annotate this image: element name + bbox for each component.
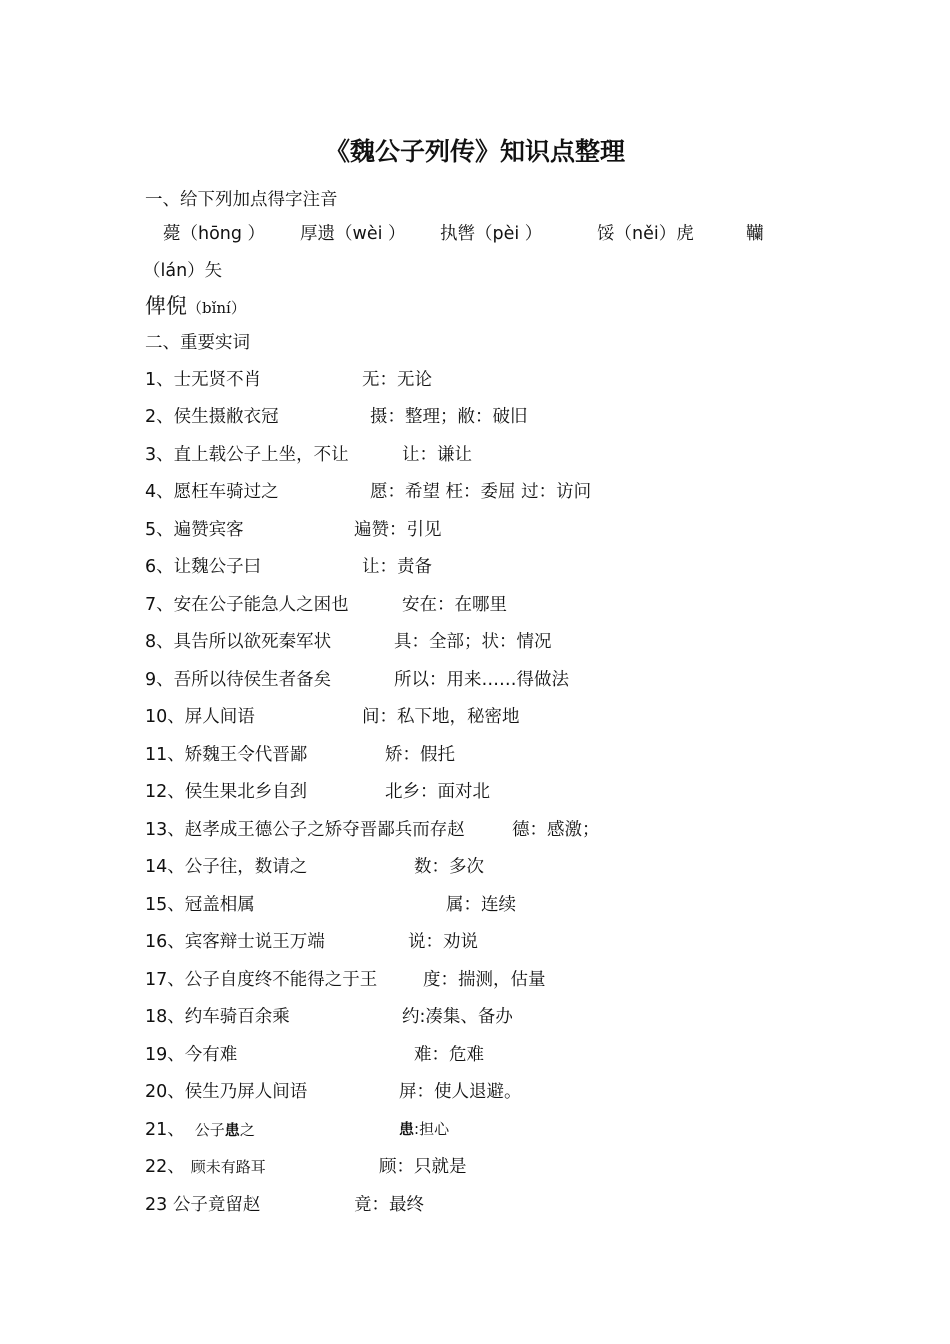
list-item: 4、愿枉车骑过之 愿：希望 枉：委屈 过：访问: [145, 482, 592, 502]
term-pinyin: （bǐní）: [187, 299, 246, 317]
list-item: 22、 顾未有路耳 顾：只就是: [145, 1157, 467, 1177]
page-title: 《魏公子列传》知识点整理: [324, 137, 625, 166]
pinyin-item: 厚遗（wèi ）: [300, 224, 406, 244]
list-item: 16、宾客辩士说王万端 说：劝说: [145, 932, 478, 952]
list-item: 1、士无贤不肖 无：无论: [145, 370, 432, 390]
list-item: 10、屏人间语 间：私下地，秘密地: [145, 707, 520, 727]
item-number: 22、: [145, 1157, 185, 1177]
term-text: 俾倪: [145, 294, 187, 318]
pinyin-item-large: [145, 294, 246, 320]
list-item: 23 公子竟留赵 竟：最终: [145, 1195, 424, 1215]
pinyin-item: 韊: [746, 224, 764, 244]
list-item: 14、公子往，数请之 数：多次: [145, 857, 484, 877]
list-item: 2、侯生摄敝衣冠 摄：整理；敝：破旧: [145, 407, 528, 427]
pinyin-item: 馁（něi）虎: [597, 224, 694, 244]
list-item: 5、遍赞宾客 遍赞：引见: [145, 520, 442, 540]
list-item: 8、具告所以欲死秦军状 具：全部；状：情况: [145, 632, 552, 652]
list-item: 12、侯生果北乡自刭 北乡：面对北: [145, 782, 490, 802]
list-item: 15、冠盖相属 属：连续: [145, 895, 516, 915]
list-item: 3、直上载公子上坐，不让 让：谦让: [145, 445, 472, 465]
list-item: 19、今有难 难：危难: [145, 1045, 484, 1065]
list-item: 21、 公子患之 患:担心: [145, 1120, 450, 1140]
list-item: 7、安在公子能急人之困也 安在：在哪里: [145, 595, 507, 615]
pinyin-item: 薨（hōng ）: [163, 224, 266, 244]
list-item: 13、赵孝成王德公子之矫夺晋鄙兵而存赵 德：感激；: [145, 820, 600, 840]
list-item: 20、侯生乃屏人间语 屏：使人退避。: [145, 1082, 522, 1102]
list-item: 18、约车骑百余乘 约:凑集、备办: [145, 1007, 513, 1027]
item-number: 21、: [145, 1120, 185, 1140]
list-item: 11、矫魏王令代晋鄙 矫：假托: [145, 745, 455, 765]
list-item: 9、吾所以待侯生者备矣 所以：用来……得做法: [145, 670, 569, 690]
section-1-heading: 一、给下列加点得字注音: [145, 190, 338, 210]
list-item: 17、公子自度终不能得之于王 度：揣测，估量: [145, 970, 546, 990]
pinyin-continuation: （lán）矢: [143, 261, 223, 281]
section-2-heading: 二、重要实词: [145, 333, 250, 353]
list-item: 6、让魏公子曰 让：责备: [145, 557, 432, 577]
pinyin-item: 执辔（pèi ）: [440, 224, 543, 244]
